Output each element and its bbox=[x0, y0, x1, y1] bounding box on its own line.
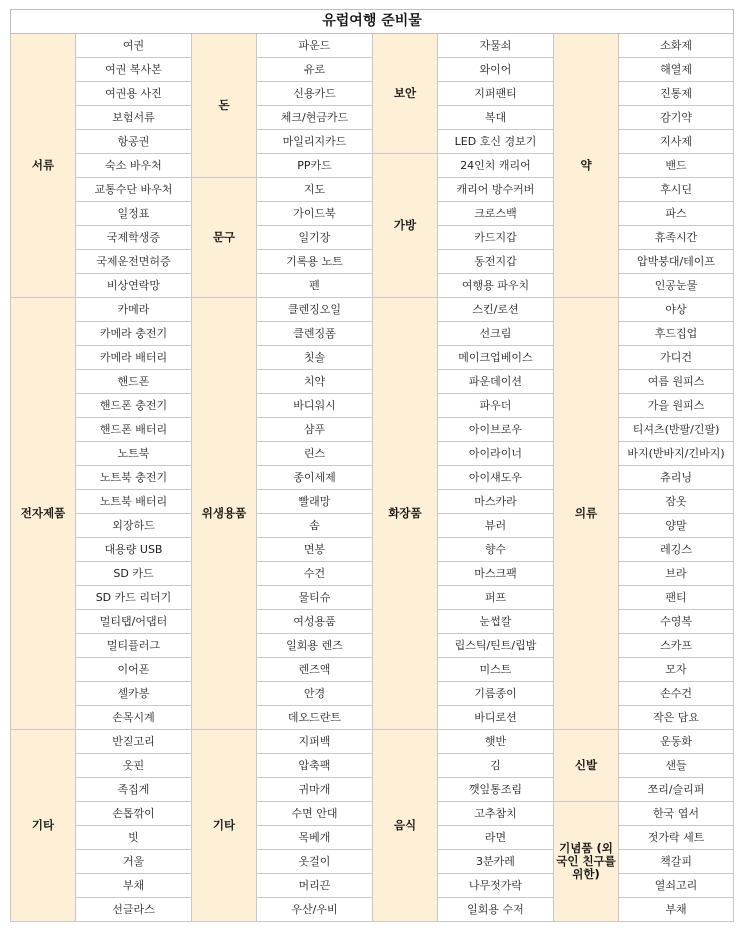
item-cell: 바디로션 bbox=[438, 706, 554, 730]
category-cell: 돈 bbox=[192, 34, 257, 178]
item-cell: 동전지갑 bbox=[438, 250, 554, 274]
item-cell: 브라 bbox=[619, 562, 734, 586]
table-row bbox=[11, 562, 734, 586]
item-cell: 파스 bbox=[619, 202, 734, 226]
item-cell: 족집게 bbox=[76, 778, 192, 802]
table-row bbox=[11, 706, 734, 730]
page-title: 유럽여행 준비물 bbox=[11, 10, 734, 34]
item-cell: 레깅스 bbox=[619, 538, 734, 562]
item-cell: 퍼프 bbox=[438, 586, 554, 610]
item-cell: 솜 bbox=[257, 514, 373, 538]
table-row bbox=[11, 322, 734, 346]
table-row bbox=[11, 514, 734, 538]
item-cell: 눈썹칼 bbox=[438, 610, 554, 634]
table-row bbox=[11, 634, 734, 658]
item-cell: 잠옷 bbox=[619, 490, 734, 514]
item-cell: 노트북 bbox=[76, 442, 192, 466]
table-row bbox=[11, 682, 734, 706]
item-cell: 클렌징폼 bbox=[257, 322, 373, 346]
table-row bbox=[11, 370, 734, 394]
item-cell: 거울 bbox=[76, 850, 192, 874]
item-cell: 마스크팩 bbox=[438, 562, 554, 586]
item-cell: 샴푸 bbox=[257, 418, 373, 442]
item-cell: 우산/우비 bbox=[257, 898, 373, 922]
item-cell: 깻잎통조림 bbox=[438, 778, 554, 802]
item-cell: 지퍼백 bbox=[257, 730, 373, 754]
item-cell: 책갈피 bbox=[619, 850, 734, 874]
item-cell: 손목시계 bbox=[76, 706, 192, 730]
item-cell: 아이라이너 bbox=[438, 442, 554, 466]
item-cell: 여름 원피스 bbox=[619, 370, 734, 394]
item-cell: 핸드폰 충전기 bbox=[76, 394, 192, 418]
table-row bbox=[11, 802, 734, 826]
item-cell: 손톱깎이 bbox=[76, 802, 192, 826]
item-cell: 귀마개 bbox=[257, 778, 373, 802]
item-cell: 여권 bbox=[76, 34, 192, 58]
item-cell: 작은 담요 bbox=[619, 706, 734, 730]
item-cell: 자물쇠 bbox=[438, 34, 554, 58]
item-cell: 핸드폰 bbox=[76, 370, 192, 394]
item-cell: 스카프 bbox=[619, 634, 734, 658]
item-cell: 후시딘 bbox=[619, 178, 734, 202]
item-cell: 펜 bbox=[257, 274, 373, 298]
item-cell: 복대 bbox=[438, 106, 554, 130]
item-cell: 여권 복사본 bbox=[76, 58, 192, 82]
table-row bbox=[11, 82, 734, 106]
item-cell: 면봉 bbox=[257, 538, 373, 562]
item-cell: 열쇠고리 bbox=[619, 874, 734, 898]
item-cell: 외장하드 bbox=[76, 514, 192, 538]
category-cell: 의류 bbox=[554, 298, 619, 730]
table-row bbox=[11, 58, 734, 82]
item-cell: 지사제 bbox=[619, 130, 734, 154]
table-row bbox=[11, 826, 734, 850]
item-cell: 카메라 충전기 bbox=[76, 322, 192, 346]
item-cell: 보험서류 bbox=[76, 106, 192, 130]
item-cell: 아이섀도우 bbox=[438, 466, 554, 490]
table-row bbox=[11, 610, 734, 634]
item-cell: 반짇고리 bbox=[76, 730, 192, 754]
item-cell: 바디워시 bbox=[257, 394, 373, 418]
item-cell: 렌즈액 bbox=[257, 658, 373, 682]
item-cell: 야상 bbox=[619, 298, 734, 322]
table-row bbox=[11, 466, 734, 490]
item-cell: 향수 bbox=[438, 538, 554, 562]
item-cell: 기록용 노트 bbox=[257, 250, 373, 274]
item-cell: 파운드 bbox=[257, 34, 373, 58]
item-cell: 지도 bbox=[257, 178, 373, 202]
item-cell: 아이브로우 bbox=[438, 418, 554, 442]
table-row bbox=[11, 178, 734, 202]
item-cell: 셀카봉 bbox=[76, 682, 192, 706]
item-cell: 캐리어 방수커버 bbox=[438, 178, 554, 202]
item-cell: LED 호신 경보기 bbox=[438, 130, 554, 154]
table-row bbox=[11, 538, 734, 562]
item-cell: 멀티플러그 bbox=[76, 634, 192, 658]
table-row bbox=[11, 850, 734, 874]
item-cell: SD 카드 bbox=[76, 562, 192, 586]
item-cell: 이어폰 bbox=[76, 658, 192, 682]
table-row bbox=[11, 490, 734, 514]
item-cell: 손수건 bbox=[619, 682, 734, 706]
table-row bbox=[11, 418, 734, 442]
item-cell: 목베개 bbox=[257, 826, 373, 850]
item-cell: 해열제 bbox=[619, 58, 734, 82]
item-cell: 핸드폰 배터리 bbox=[76, 418, 192, 442]
checklist-container bbox=[10, 9, 733, 922]
item-cell: 항공권 bbox=[76, 130, 192, 154]
category-cell: 기념품 (외국인 친구를 위한) bbox=[554, 802, 619, 922]
item-cell: 미스트 bbox=[438, 658, 554, 682]
category-cell: 문구 bbox=[192, 178, 257, 298]
table-row bbox=[11, 754, 734, 778]
item-cell: 종이세제 bbox=[257, 466, 373, 490]
table-row bbox=[11, 34, 734, 58]
checklist-table bbox=[10, 9, 734, 922]
category-cell: 음식 bbox=[373, 730, 438, 922]
item-cell: 여성용품 bbox=[257, 610, 373, 634]
item-cell: 와이어 bbox=[438, 58, 554, 82]
item-cell: 한국 엽서 bbox=[619, 802, 734, 826]
category-cell: 신발 bbox=[554, 730, 619, 802]
table-row bbox=[11, 778, 734, 802]
item-cell: 립스틱/틴트/립밤 bbox=[438, 634, 554, 658]
category-cell: 기타 bbox=[11, 730, 76, 922]
item-cell: 국제학생증 bbox=[76, 226, 192, 250]
item-cell: 일정표 bbox=[76, 202, 192, 226]
item-cell: 기름종이 bbox=[438, 682, 554, 706]
item-cell: 고추참치 bbox=[438, 802, 554, 826]
item-cell: 젓가락 세트 bbox=[619, 826, 734, 850]
table-row bbox=[11, 730, 734, 754]
item-cell: 선글라스 bbox=[76, 898, 192, 922]
item-cell: 체크/현금카드 bbox=[257, 106, 373, 130]
item-cell: 나무젓가락 bbox=[438, 874, 554, 898]
item-cell: 압축팩 bbox=[257, 754, 373, 778]
item-cell: 햇반 bbox=[438, 730, 554, 754]
item-cell: 쪼리/슬리퍼 bbox=[619, 778, 734, 802]
item-cell: 부채 bbox=[76, 874, 192, 898]
item-cell: 김 bbox=[438, 754, 554, 778]
item-cell: 감기약 bbox=[619, 106, 734, 130]
item-cell: 안경 bbox=[257, 682, 373, 706]
item-cell: 빨래망 bbox=[257, 490, 373, 514]
item-cell: 3분카레 bbox=[438, 850, 554, 874]
item-cell: 카드지갑 bbox=[438, 226, 554, 250]
category-cell: 약 bbox=[554, 34, 619, 298]
item-cell: 모자 bbox=[619, 658, 734, 682]
item-cell: 교통수단 바우처 bbox=[76, 178, 192, 202]
category-cell: 화장품 bbox=[373, 298, 438, 730]
item-cell: 가디건 bbox=[619, 346, 734, 370]
item-cell: 선크림 bbox=[438, 322, 554, 346]
item-cell: 머리끈 bbox=[257, 874, 373, 898]
item-cell: 일회용 수저 bbox=[438, 898, 554, 922]
item-cell: PP카드 bbox=[257, 154, 373, 178]
item-cell: 휴족시간 bbox=[619, 226, 734, 250]
item-cell: 일기장 bbox=[257, 226, 373, 250]
item-cell: 수영복 bbox=[619, 610, 734, 634]
item-cell: 샌들 bbox=[619, 754, 734, 778]
table-row bbox=[11, 154, 734, 178]
category-cell: 전자제품 bbox=[11, 298, 76, 730]
table-row bbox=[11, 394, 734, 418]
item-cell: 카메라 배터리 bbox=[76, 346, 192, 370]
item-cell: 운동화 bbox=[619, 730, 734, 754]
item-cell: 진통제 bbox=[619, 82, 734, 106]
table-row bbox=[11, 586, 734, 610]
item-cell: 가을 원피스 bbox=[619, 394, 734, 418]
item-cell: 뷰러 bbox=[438, 514, 554, 538]
item-cell: 노트북 충전기 bbox=[76, 466, 192, 490]
item-cell: 부채 bbox=[619, 898, 734, 922]
item-cell: 비상연락망 bbox=[76, 274, 192, 298]
item-cell: 노트북 배터리 bbox=[76, 490, 192, 514]
table-row bbox=[11, 298, 734, 322]
table-row bbox=[11, 274, 734, 298]
item-cell: 바지(반바지/긴바지) bbox=[619, 442, 734, 466]
item-cell: 국제운전면허증 bbox=[76, 250, 192, 274]
item-cell: 빗 bbox=[76, 826, 192, 850]
item-cell: 여행용 파우치 bbox=[438, 274, 554, 298]
item-cell: 여권용 사진 bbox=[76, 82, 192, 106]
table-row bbox=[11, 202, 734, 226]
item-cell: 물티슈 bbox=[257, 586, 373, 610]
item-cell: 칫솔 bbox=[257, 346, 373, 370]
item-cell: 소화제 bbox=[619, 34, 734, 58]
item-cell: 치약 bbox=[257, 370, 373, 394]
table-row bbox=[11, 250, 734, 274]
item-cell: 수건 bbox=[257, 562, 373, 586]
table-row bbox=[11, 442, 734, 466]
item-cell: 신용카드 bbox=[257, 82, 373, 106]
table-row bbox=[11, 658, 734, 682]
item-cell: 데오드란트 bbox=[257, 706, 373, 730]
table-row bbox=[11, 226, 734, 250]
category-cell: 서류 bbox=[11, 34, 76, 298]
item-cell: 클렌징오일 bbox=[257, 298, 373, 322]
item-cell: 일회용 렌즈 bbox=[257, 634, 373, 658]
table-row bbox=[11, 898, 734, 922]
item-cell: 크로스백 bbox=[438, 202, 554, 226]
item-cell: 유로 bbox=[257, 58, 373, 82]
item-cell: 파운데이션 bbox=[438, 370, 554, 394]
item-cell: 대용량 USB bbox=[76, 538, 192, 562]
item-cell: 압박붕대/테이프 bbox=[619, 250, 734, 274]
item-cell: 스킨/로션 bbox=[438, 298, 554, 322]
category-cell: 가방 bbox=[373, 154, 438, 298]
table-row bbox=[11, 106, 734, 130]
item-cell: 마스카라 bbox=[438, 490, 554, 514]
table-row bbox=[11, 346, 734, 370]
item-cell: 숙소 바우처 bbox=[76, 154, 192, 178]
item-cell: 지퍼팬티 bbox=[438, 82, 554, 106]
checklist-body bbox=[11, 34, 734, 922]
item-cell: 가이드북 bbox=[257, 202, 373, 226]
item-cell: 24인치 캐리어 bbox=[438, 154, 554, 178]
item-cell: 멀티탭/어댑터 bbox=[76, 610, 192, 634]
item-cell: 라면 bbox=[438, 826, 554, 850]
item-cell: 티셔츠(반팔/긴팔) bbox=[619, 418, 734, 442]
item-cell: 메이크업베이스 bbox=[438, 346, 554, 370]
category-cell: 위생용품 bbox=[192, 298, 257, 730]
table-row bbox=[11, 130, 734, 154]
item-cell: 수면 안대 bbox=[257, 802, 373, 826]
item-cell: 린스 bbox=[257, 442, 373, 466]
item-cell: 파우더 bbox=[438, 394, 554, 418]
item-cell: 팬티 bbox=[619, 586, 734, 610]
item-cell: SD 카드 리더기 bbox=[76, 586, 192, 610]
item-cell: 인공눈물 bbox=[619, 274, 734, 298]
table-row bbox=[11, 874, 734, 898]
item-cell: 옷핀 bbox=[76, 754, 192, 778]
item-cell: 후드집업 bbox=[619, 322, 734, 346]
item-cell: 밴드 bbox=[619, 154, 734, 178]
item-cell: 양말 bbox=[619, 514, 734, 538]
category-cell: 기타 bbox=[192, 730, 257, 922]
item-cell: 마일리지카드 bbox=[257, 130, 373, 154]
category-cell: 보안 bbox=[373, 34, 438, 154]
item-cell: 츄리닝 bbox=[619, 466, 734, 490]
item-cell: 카메라 bbox=[76, 298, 192, 322]
item-cell: 옷걸이 bbox=[257, 850, 373, 874]
